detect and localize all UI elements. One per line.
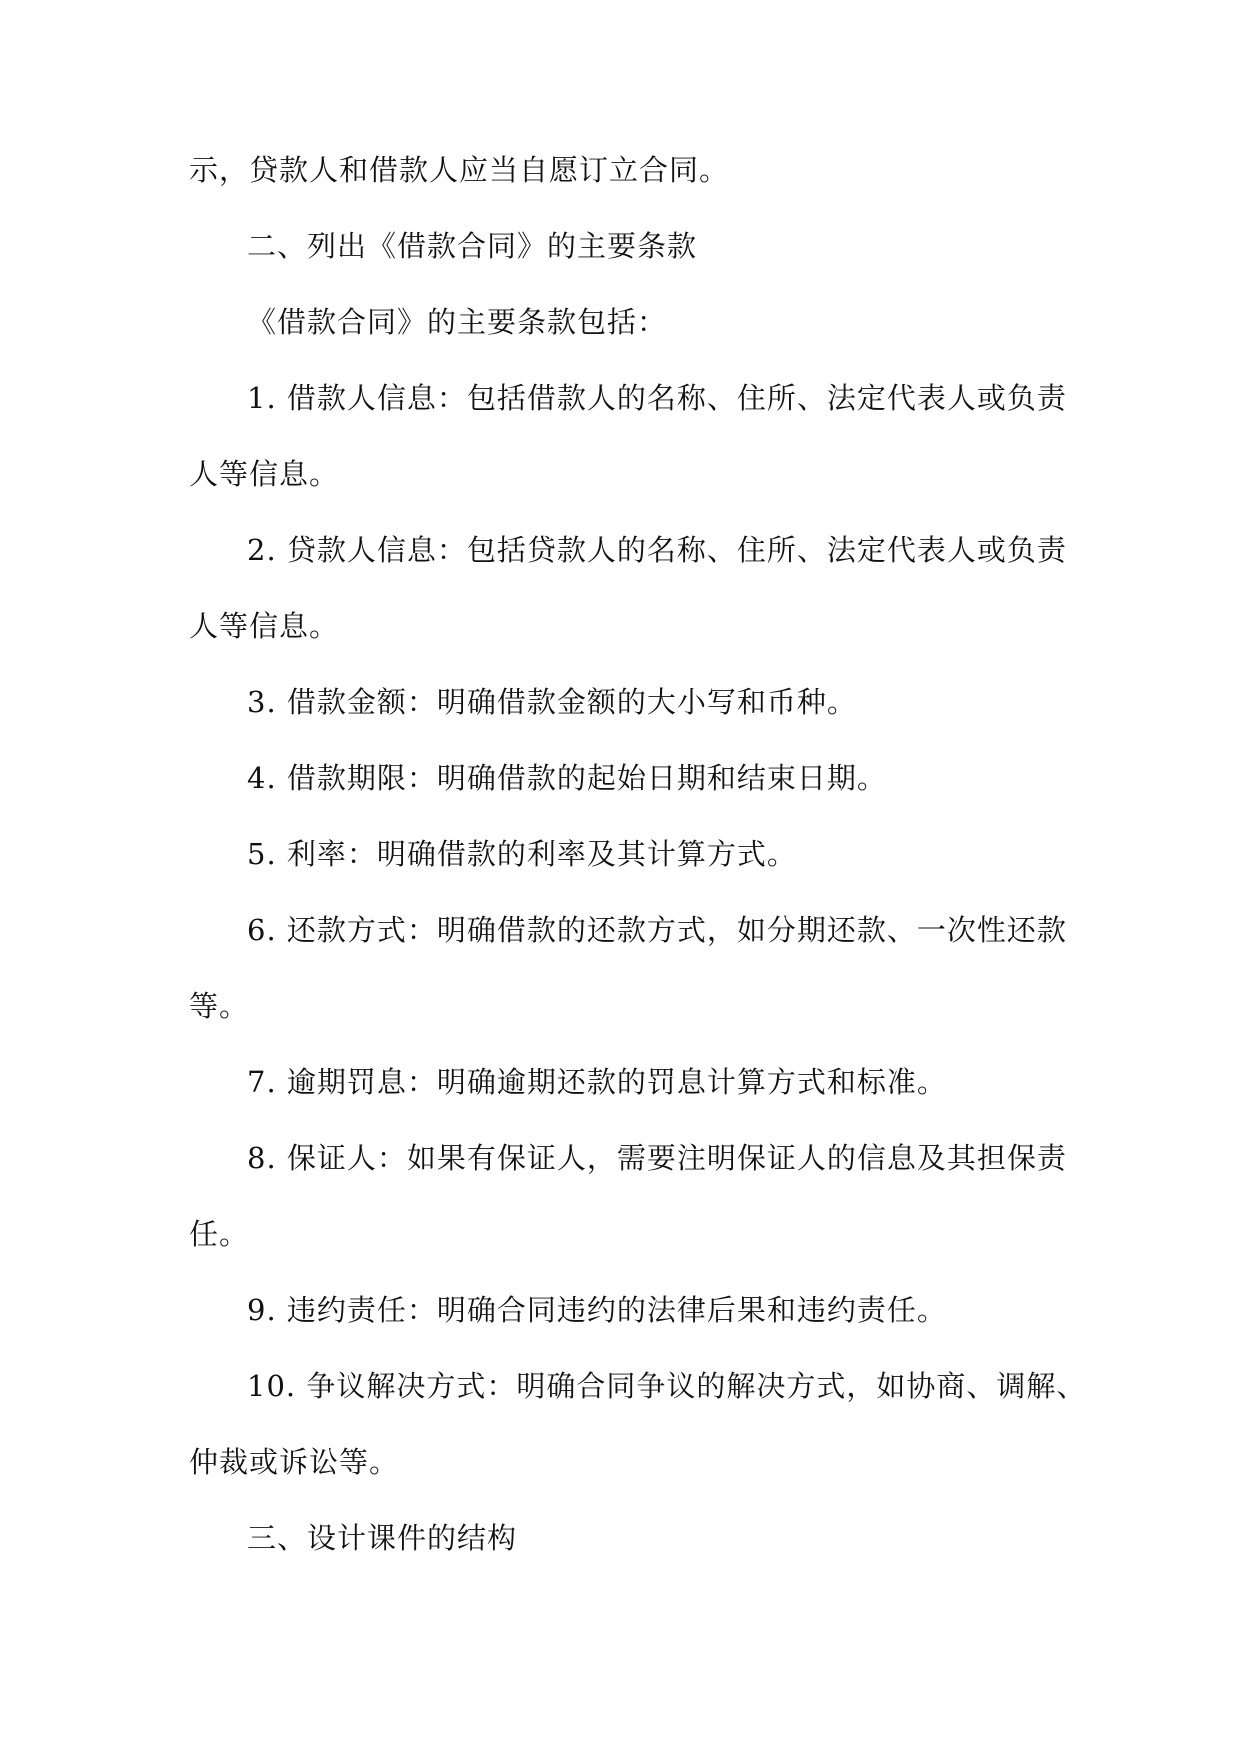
text-line: 人等信息。: [189, 609, 340, 643]
list-item: 7. 逾期罚息：明确逾期还款的罚息计算方式和标准。: [247, 1065, 947, 1099]
list-item: 2. 贷款人信息：包括贷款人的名称、住所、法定代表人或负责: [247, 533, 1067, 567]
list-item: 10. 争议解决方式：明确合同争议的解决方式，如协商、调解、: [247, 1369, 1087, 1403]
list-item: 3. 借款金额：明确借款金额的大小写和币种。: [247, 685, 857, 719]
list-item: 8. 保证人：如果有保证人，需要注明保证人的信息及其担保责: [247, 1141, 1067, 1175]
list-item: 1. 借款人信息：包括借款人的名称、住所、法定代表人或负责: [247, 381, 1067, 415]
section-heading: 二、列出《借款合同》的主要条款: [247, 229, 698, 263]
text-line: 任。: [189, 1217, 250, 1251]
section-heading: 三、设计课件的结构: [247, 1521, 518, 1555]
list-item: 5. 利率：明确借款的利率及其计算方式。: [247, 837, 797, 871]
text-line: 等。: [189, 989, 250, 1023]
list-item: 9. 违约责任：明确合同违约的法律后果和违约责任。: [247, 1293, 947, 1327]
text-line: 仲裁或诉讼等。: [189, 1445, 400, 1479]
text-line: 人等信息。: [189, 457, 340, 491]
text-line: 示，贷款人和借款人应当自愿订立合同。: [189, 153, 730, 187]
text-line: 《借款合同》的主要条款包括：: [247, 305, 668, 339]
list-item: 4. 借款期限：明确借款的起始日期和结束日期。: [247, 761, 887, 795]
list-item: 6. 还款方式：明确借款的还款方式，如分期还款、一次性还款: [247, 913, 1067, 947]
